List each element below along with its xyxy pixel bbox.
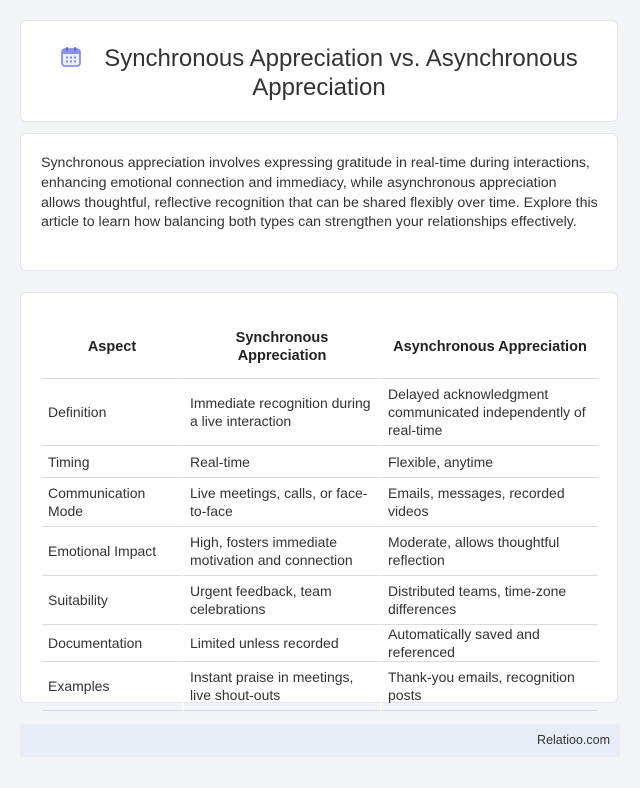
cell-synchronous: Limited unless recorded [182, 625, 380, 662]
page-title-wrap [21, 44, 617, 102]
cell-synchronous: High, fosters immediate motivation and connection [182, 527, 380, 576]
table-row [42, 446, 598, 478]
cell-aspect: Suitability [42, 576, 182, 625]
table-row [42, 478, 598, 527]
cell-synchronous: Instant praise in meetings, live shout-outs [182, 662, 380, 711]
cell-synchronous: Immediate recognition during a live interaction [182, 379, 380, 446]
comparison-card [20, 292, 618, 703]
cell-asynchronous: Distributed teams, time-zone differences [380, 576, 598, 625]
cell-aspect: Definition [42, 379, 182, 446]
table-row [42, 625, 598, 662]
cell-asynchronous: Delayed acknowledgment communicated independently of real-time [380, 379, 598, 446]
cell-aspect: Communication Mode [42, 478, 182, 527]
header-asynchronous: Asynchronous Appreciation [380, 315, 598, 379]
cell-asynchronous: Thank-you emails, recognition posts [380, 662, 598, 711]
cell-synchronous: Real-time [182, 446, 380, 478]
footer-bar [20, 724, 620, 757]
table-row [42, 576, 598, 625]
comparison-table [42, 315, 598, 711]
cell-asynchronous: Automatically saved and referenced [380, 625, 598, 662]
cell-aspect: Timing [42, 446, 182, 478]
cell-aspect: Examples [42, 662, 182, 711]
intro-paragraph: Synchronous appreciation involves expressing gratitude in real-time during interactions, enhancing emotional connection and immediacy, while asynchronous appreciation allows thoughtful, reflective recognition that can be shared flexibly over time. Explore this article to learn how balancing both types can strengthen your relationships effectively. [41, 155, 598, 231]
page-title: Synchronous Appreciation vs. Asynchronous Appreciation [104, 45, 578, 101]
calendar-icon [60, 46, 82, 68]
table-row [42, 662, 598, 711]
cell-synchronous: Urgent feedback, team celebrations [182, 576, 380, 625]
cell-synchronous: Live meetings, calls, or face-to-face [182, 478, 380, 527]
title-card [20, 20, 618, 122]
header-synchronous: Synchronous Appreciation [182, 315, 380, 379]
intro-card [20, 133, 618, 271]
header-aspect: Aspect [42, 315, 182, 379]
cell-aspect: Emotional Impact [42, 527, 182, 576]
table-row [42, 527, 598, 576]
footer-site-name: Relatioo.com [537, 733, 610, 747]
cell-aspect: Documentation [42, 625, 182, 662]
cell-asynchronous: Emails, messages, recorded videos [380, 478, 598, 527]
table-row [42, 379, 598, 446]
cell-asynchronous: Moderate, allows thoughtful reflection [380, 527, 598, 576]
cell-asynchronous: Flexible, anytime [380, 446, 598, 478]
table-header-row [42, 315, 598, 379]
